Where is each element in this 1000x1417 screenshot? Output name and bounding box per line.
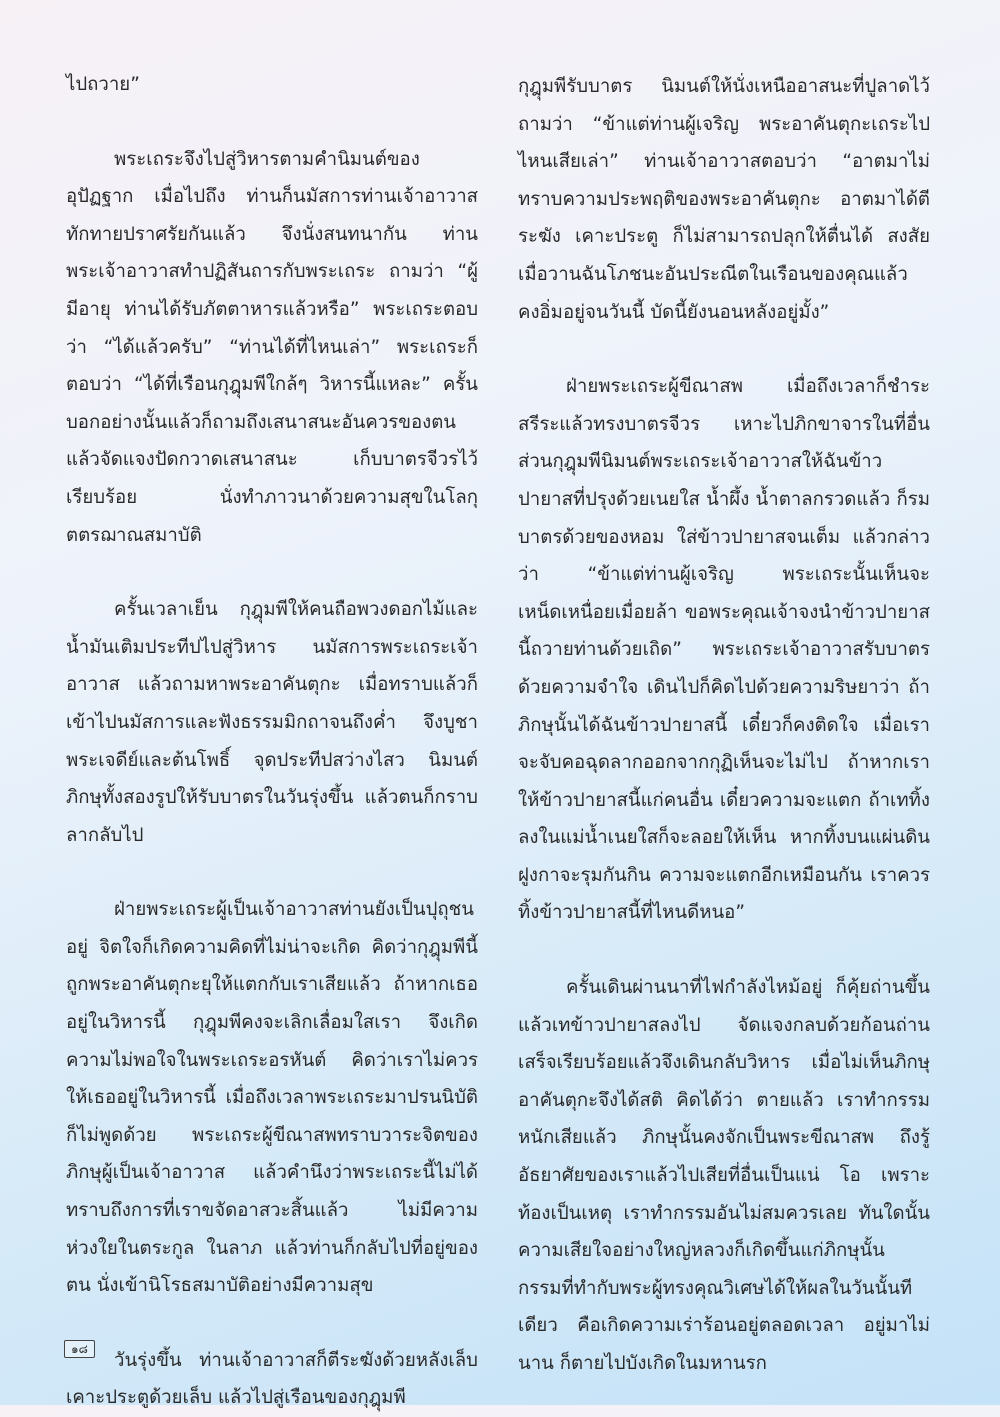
paragraph: ครั้นเวลาเย็น กุฎุมพีให้คนถือพวงดอกไม้และน้ำมันเติมประทีปไปสู่วิหาร นมัสการพระเถระเจ้าอาวาส แล้วถามหาพระอาคันตุกะ เมื่อทราบแล้วก็เข้าไปนมัสการและฟังธรรมมิกถาจนถึงค่ำ จึงบูชาพระเจดีย์และต้นโพธิ์ จุดประทีปสว่างไสว นิมนต์ภิกษุทั้งสองรูปให้รับบาตรในวันรุ่งขึ้น แล้วตนก็กราบลากลับไป <box>66 599 478 846</box>
paragraph: พระเถระจึงไปสู่วิหารตามคำนิมนต์ของอุปัฏฐาก เมื่อไปถึง ท่านก็นมัสการท่านเจ้าอาวาส ทักทายปราศรัยกันแล้ว จึงนั่งสนทนากัน ท่านพระเจ้าอาวาสทำปฏิสันถารกับพระเถระ ถามว่า “ผู้มีอายุ ท่านได้รับภัตตาหารแล้วหรือ” พระเถระตอบว่า “ได้แล้วครับ” “ท่านได้ที่ไหนเล่า” พระเถระก็ตอบว่า “ได้ที่เรือนกุฎุมพีใกล้ๆ วิหารนี้แหละ” ครั้นบอกอย่างนั้นแล้วก็ถามถึงเสนาสนะอันควรของตน แล้วจัดแจงปัดกวาดเสนาสนะ เก็บบาตรจีวรไว้เรียบร้อย นั่งทำภาวนาด้วยความสุขในโลกุตตรฌาณสมาบัติ <box>66 148 478 546</box>
left-column <box>66 66 478 1417</box>
right-column <box>518 68 930 1383</box>
paragraph: ฝ่ายพระเถระผู้เป็นเจ้าอาวาสท่านยังเป็นปุถุชนอยู่ จิตใจก็เกิดความคิดที่ไม่น่าจะเกิด คิดว่ากุฎุมพีนี้ถูกพระอาคันตุกะยุให้แตกกับเราเสียแล้ว ถ้าหากเธออยู่ในวิหารนี้ กุฎุมพีคงจะเลิกเลื่อมใสเรา จึงเกิดความไม่พอใจในพระเถระอรหันต์ คิดว่าเราไม่ควรให้เธออยู่ในวิหารนี้ เมื่อถึงเวลาพระเถระมาปรนนิบัติก็ไม่พูดด้วย พระเถระผู้ขีณาสพทราบวาระจิตของภิกษุผู้เป็นเจ้าอาวาส แล้วคำนึงว่าพระเถระนี้ไม่ได้ทราบถึงการที่เราขจัดอาสวะสิ้นแล้ว ไม่มีความห่วงใยในตระกูล ในลาภ แล้วท่านก็กลับไปที่อยู่ของตน นั่งเข้านิโรธสมาบัติอย่างมีความสุข <box>66 899 478 1297</box>
paragraph: วันรุ่งขึ้น ท่านเจ้าอาวาสก็ตีระฆังด้วยหลังเล็บเคาะประตูด้วยเล็บ แล้วไปสู่เรือนของกุฎุมพี <box>66 1349 478 1409</box>
paragraph: กุฎุมพีรับบาตร นิมนต์ให้นั่งเหนืออาสนะที่ปูลาดไว้ ถามว่า “ข้าแต่ท่านผู้เจริญ พระอาคันตุกะเถระไปไหนเสียเล่า” ท่านเจ้าอาวาสตอบว่า “อาตมาไม่ทราบความประพฤติของพระอาคันตุกะ อาตมาได้ตีระฆัง เคาะประตู ก็ไม่สามารถปลุกให้ตื่นได้ สงสัยเมื่อวานฉันโภชนะอันประณีตในเรือนของคุณแล้ว คงอิ่มอยู่จนวันนี้ บัดนี้ยังนอนหลังอยู่มั้ง” <box>518 76 930 323</box>
paragraph: ไปถวาย” <box>66 74 140 95</box>
page-number: ๑๘ <box>64 1340 95 1358</box>
paragraph: ครั้นเดินผ่านนาที่ไฟกำลังไหม้อยู่ ก็คุ้ยถ่านขึ้น แล้วเทข้าวปายาสลงไป จัดแจงกลบด้วยก้อนถ่านเสร็จเรียบร้อยแล้วจึงเดินกลับวิหาร เมื่อไม่เห็นภิกษุอาคันตุกะจึงได้สติ คิดได้ว่า ตายแล้ว เราทำกรรมหนักเสียแล้ว ภิกษุนั้นคงจักเป็นพระขีณาสพ ถึงรู้อัธยาศัยของเราแล้วไปเสียที่อื่นเป็นแน่ โอ เพราะท้องเป็นเหตุ เราทำกรรมอันไม่สมควรเลย ทันใดนั้นความเสียใจอย่างใหญ่หลวงก็เกิดขึ้นแก่ภิกษุนั้น กรรมที่ทำกับพระผู้ทรงคุณวิเศษได้ให้ผลในวันนั้นทีเดียว คือเกิดความเร่าร้อนอยู่ตลอดเวลา อยู่มาไม่นาน ก็ตายไปบังเกิดในมหานรก <box>518 977 930 1374</box>
paragraph: ฝ่ายพระเถระผู้ขีณาสพ เมื่อถึงเวลาก็ชำระสรีระแล้วทรงบาตรจีวร เหาะไปภิกขาจารในที่อื่น ส่วนกุฎุมพีนิมนต์พระเถระเจ้าอาวาสให้ฉันข้าวปายาสที่ปรุงด้วยเนยใส น้ำผึ้ง น้ำตาลกรวดแล้ว ก็รมบาตรด้วยของหอม ใส่ข้าวปายาสจนเต็ม แล้วกล่าวว่า “ข้าแต่ท่านผู้เจริญ พระเถระนั้นเห็นจะเหน็ดเหนื่อยเมื่อยล้า ขอพระคุณเจ้าจงนำข้าวปายาสนี้ถวายท่านด้วยเถิด” พระเถระเจ้าอาวาสรับบาตรด้วยความจำใจ เดินไปก็คิดไปด้วยความริษยาว่า ถ้าภิกษุนั้นได้ฉันข้าวปายาสนี้ เดี๋ยวก็คงติดใจ เมื่อเราจะจับคอฉุดลากออกจากกุฏิเห็นจะไม่ไป ถ้าหากเราให้ข้าวปายาสนี้แก่คนอื่น เดี๋ยวความจะแตก ถ้าเททิ้งลงในแม่น้ำเนยใสก็จะลอยให้เห็น หากทิ้งบนแผ่นดิน ฝูงกาจะรุมกันกิน ความจะแตกอีกเหมือนกัน เราควรทิ้งข้าวปายาสนี้ที่ไหนดีหนอ” <box>518 376 930 924</box>
